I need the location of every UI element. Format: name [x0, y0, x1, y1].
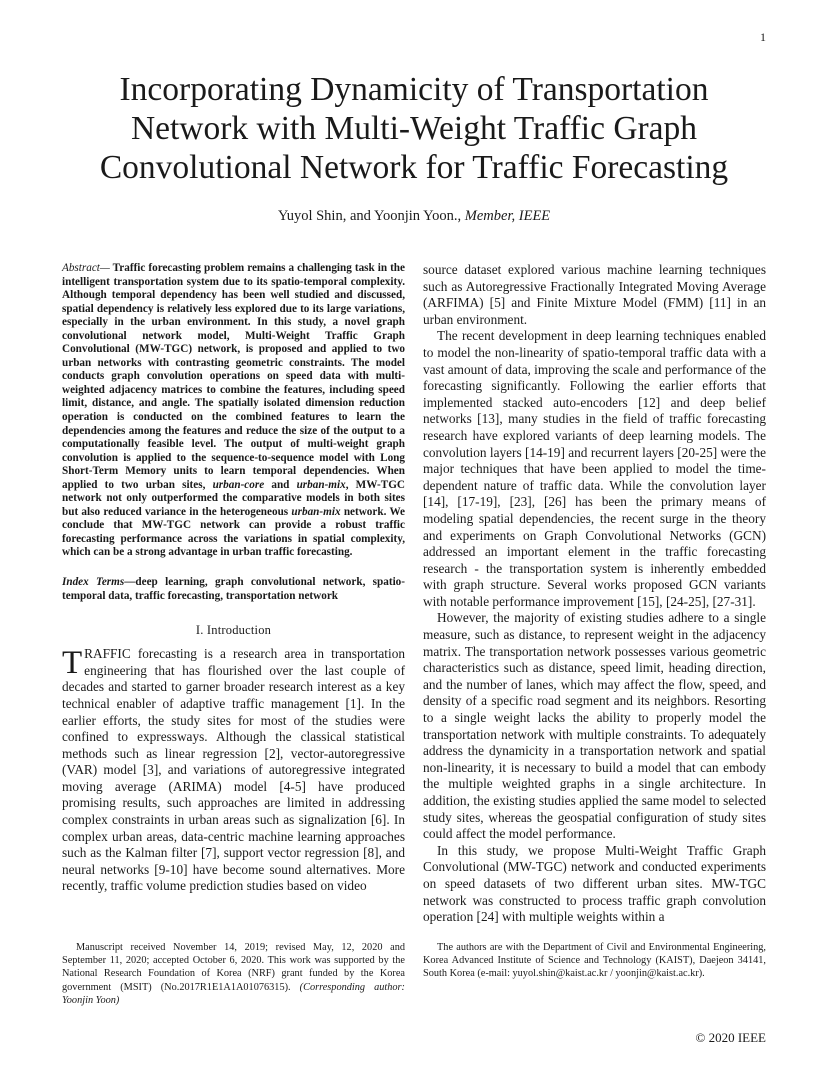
- title-line-3: Convolutional Network for Traffic Forecasting: [99, 149, 729, 186]
- paper-title: [60, 70, 768, 187]
- index-terms-text: —deep learning, graph convolutional network, spatio-temporal data, traffic forecasting, transportation network: [62, 576, 405, 602]
- intro-paragraph-1-continued: source dataset explored various machine learning techniques such as Autoregressive Fractionally Integrated Moving Average (ARFIMA) [5] and Finite Mixture Model (FMM) [11] in an urban environment.: [423, 262, 766, 327]
- index-terms-lead: Index Terms: [62, 576, 125, 589]
- section-heading-introduction: I. Introduction: [195, 623, 272, 638]
- abstract-em-urban-core: urban-core: [212, 478, 265, 491]
- copyright-notice: © 2020 IEEE: [695, 1030, 766, 1045]
- abstract-part-3: , MW-TGC network not only outperformed the comparative models in both sites but also reduced variance in the heterogeneous: [62, 478, 405, 518]
- footnote-affiliation: The authors are with the Department of Civil and Environmental Engineering, Korea Advanced Institute of Science and Technology (KAIST), Daejeon 34141, South Korea (e-mail: yuyol.shin@kaist.ac.kr / yoonjin@kaist.ac.kr).: [423, 942, 766, 980]
- footnote-manuscript-text: Manuscript received November 14, 2019; revised May, 12, 2020 and September 11, 2020; accepted October 6, 2020. This work was supported by the National Research Foundation of Korea (NRF) grant funded by the Korea government (MSIT) (No.2017R1E1A1A01076315).: [62, 942, 405, 993]
- intro-paragraph-4: In this study, we propose Multi-Weight Traffic Graph Convolutional (MW-TGC) network and conducted experiments on speed datasets of two different urban sites. MW-TGC network was constructed to process traffic graph convolution operation [24] with multiple weights within a: [423, 842, 766, 925]
- abstract-part-4: network. We conclude that MW-TGC network can provide a robust traffic forecasting performance across the variations in spatial complexity, which can be a strong advantage in urban traffic forecasting.: [62, 505, 405, 559]
- abstract-part-1: Traffic forecasting problem remains a challenging task in the intelligent transportation system due to its spatio-temporal complexity. Although temporal dependency has been well studied and discussed, spatial dependency is relatively less explored due to its large variations, especially in the urban environment. In this study, a novel graph convolutional network model, Multi-Weight Traffic Graph Convolutional (MW-TGC) network, is proposed and applied to two urban networks with contrasting geometric constraints. The model conducts graph convolution operations on speed data with multi-weighted adjacency matrices to combine the features, including speed limit, distance, and angle. The spatially isolated dimension reduction operation is conducted on the combined features to learn the dependencies among the features and reduce the size of the output to a computationally feasible level. The output of multi-weight graph convolution is applied to the sequence-to-sequence model with Long Short-Term Memory units to learn temporal dependencies. When applied to two urban sites,: [62, 262, 405, 491]
- authors: Yuyol Shin, and Yoonjin Yoon.,: [277, 208, 462, 224]
- author-membership: Member, IEEE: [464, 208, 551, 224]
- abstract: [62, 262, 405, 560]
- title-line-1: Incorporating Dynamicity of Transportation: [119, 71, 709, 108]
- left-column: [62, 262, 405, 895]
- abstract-lead: Abstract—: [62, 262, 110, 274]
- index-terms: [62, 576, 405, 603]
- abstract-em-urban-mix: urban-mix: [296, 478, 346, 491]
- footnote-manuscript: [62, 941, 405, 1007]
- footnote-corresponding-author: (Corresponding author: Yoonjin Yoon): [62, 981, 405, 1006]
- right-column: [423, 262, 766, 926]
- intro-paragraph-3: However, the majority of existing studies adhere to a single measure, such as distance, to represent weight in the adjacency matrix. The transportation network possesses various geometric characteristics such as distance, speed limit, heading direction, and the number of lanes, which may affect the flow, speed, and density of a specific road segment and its neighbors. Resorting to a single weight lacks the ability to properly model the transportation network with multiple constraints. To adequately address the dynamicity in a transportation network and spatial non-linearity, it is necessary to build a model that can embody the multiple weighted graphs in a single architecture. In addition, the existing studies applied the same model to selected study sites, whereas the geospatial configuration of study sites could affect the model performance.: [423, 610, 766, 842]
- intro-paragraph-2: The recent development in deep learning techniques enabled to model the non-linearity of spatio-temporal traffic data with a vast amount of data, improving the scale and performance of the forecasting significantly. Following the earlier efforts that implemented stacked auto-encoders [12] and deep belief networks [13], many studies in the field of traffic forecasting research have explored variants of deep learning models. The convolution layers [14-19] and recurrent layers [20-25] were the major techniques that have been applied to model the time-dependent nature of traffic data. While the convolution layer [14], [17-19], [23], [26] has been the primary means of modeling spatial dependencies, the recent surge in the theory and experiments on Graph Convolutional Networks (GCN) addressed an important element in the traffic forecasting research - the transportation system is inherently embedded with graph structure. Several works proposed GCN variants with notable performance improvement [15], [24-25], [27-31].: [423, 328, 767, 609]
- intro-paragraph-1-text: RAFFIC forecasting is a research area in transportation engineering that has flourished over the last couple of decades and started to garner broader research interest as a key technical enabler of adaptive traffic management [1]. In the earlier efforts, the study sites for most of the studies were confined to expressways. Although the classical statistical methods such as linear regression [2], vector-autoregressive (VAR) model [3], and variations of autoregressive integrated moving average (ARIMA) model [4-5] have produced promising results, such approaches are limited in addressing complex constraints in urban areas such as signalization [6]. In complex urban areas, data-centric machine learning approaches such as the Kalman filter [7], support vector regression [8], and neural networks [9-10] have become sound alternatives. More recently, traffic volume prediction studies based on video: [62, 646, 405, 894]
- intro-paragraph-1: [62, 646, 405, 895]
- author-line: [0, 208, 828, 225]
- abstract-em-urban-mix-2: urban-mix: [291, 505, 341, 518]
- title-line-2: Network with Multi-Weight Traffic Graph: [130, 110, 698, 147]
- drop-cap: T: [62, 645, 83, 682]
- abstract-part-2: and: [264, 478, 297, 491]
- page-number: 1: [760, 30, 766, 44]
